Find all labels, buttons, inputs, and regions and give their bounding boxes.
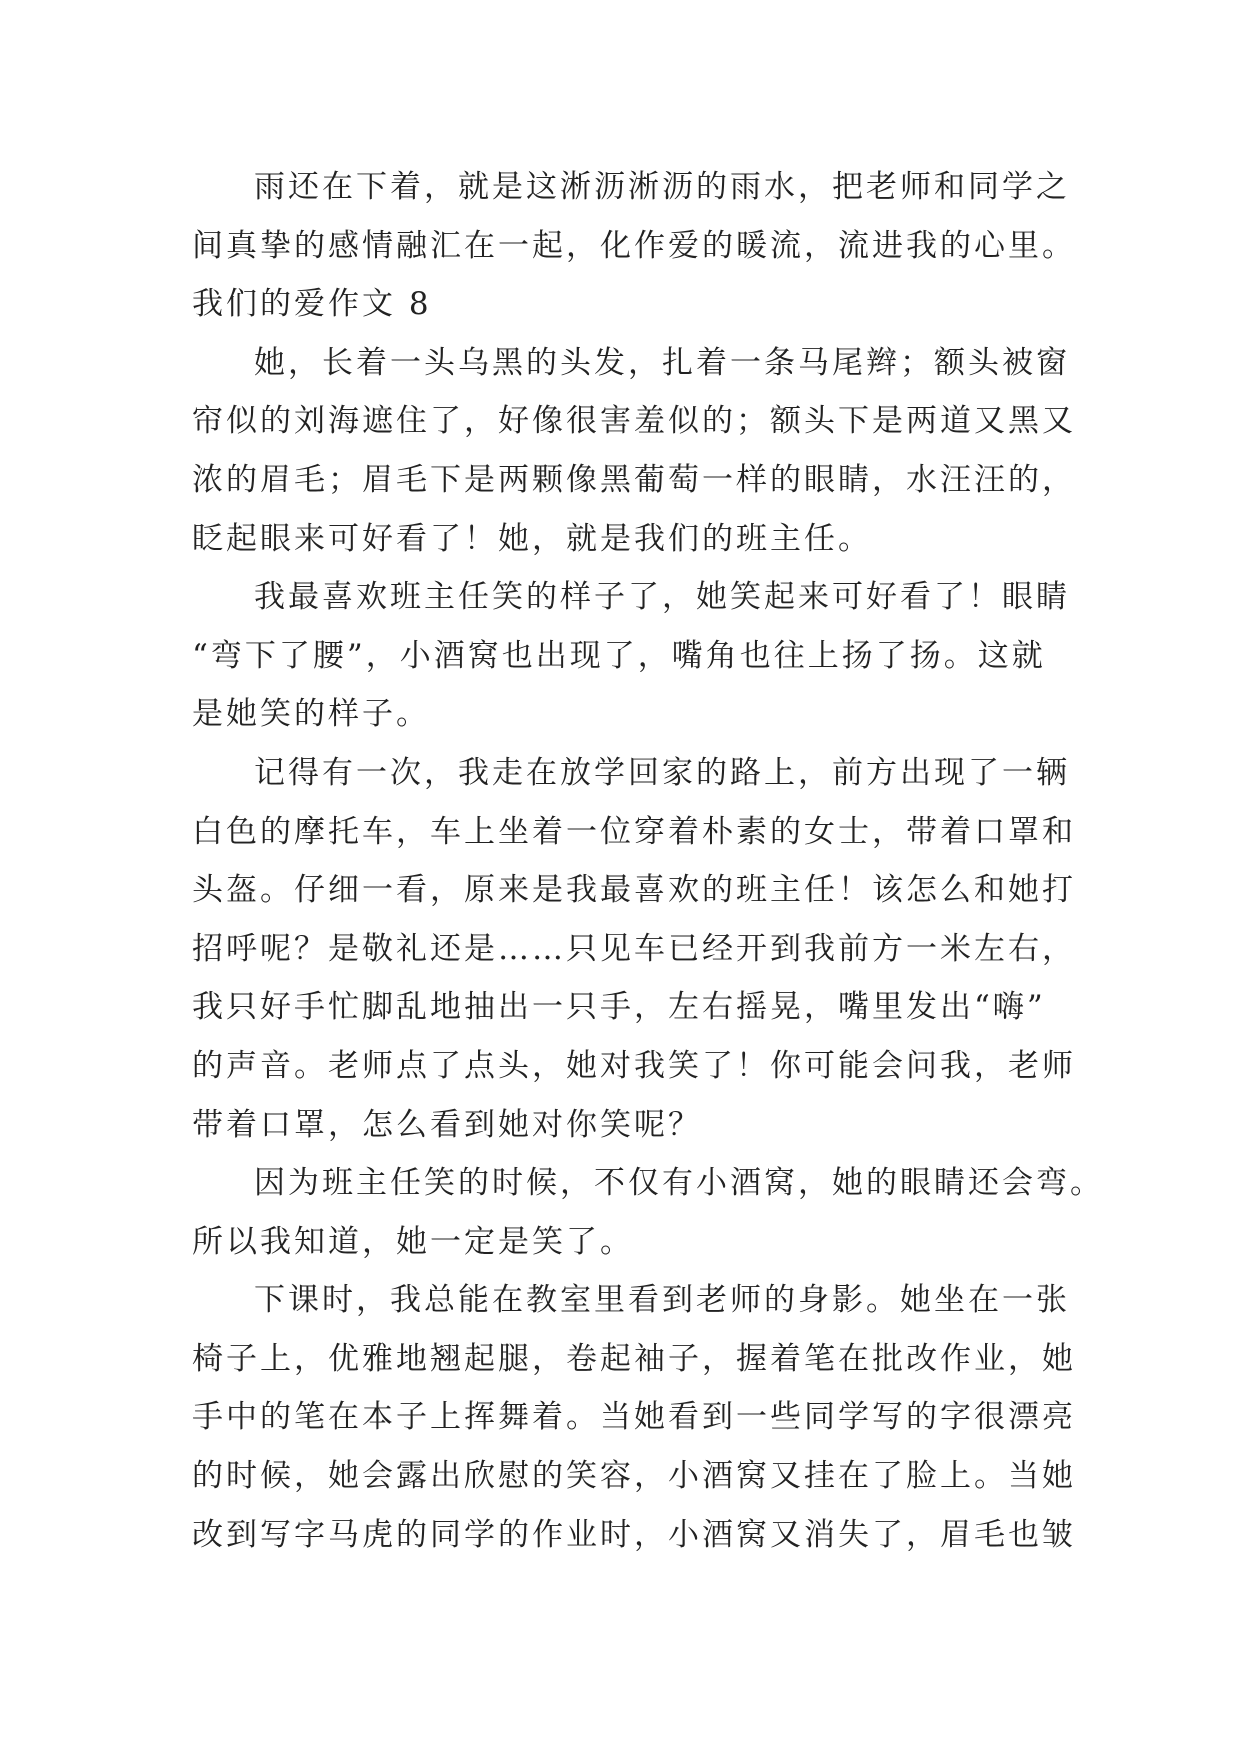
text-line: 我最喜欢班主任笑的样子了，她笑起来可好看了！眼睛 [254, 579, 1070, 616]
essay-heading: 我们的爱作文 8 [192, 286, 432, 323]
text-line: 帘似的刘海遮住了，好像很害羞似的；额头下是两道又黑又 [192, 403, 1076, 440]
text-line: 因为班主任笑的时候，不仅有小酒窝，她的眼睛还会弯。 [254, 1165, 1104, 1202]
essay-body [192, 158, 1104, 1564]
text-line: “弯下了腰”，小酒窝也出现了，嘴角也往上扬了扬。这就 [192, 637, 1046, 674]
text-line: 所以我知道，她一定是笑了。 [192, 1223, 634, 1260]
text-line: 头盔。仔细一看，原来是我最喜欢的班主任！该怎么和她打 [192, 872, 1076, 909]
text-line: 手中的笔在本子上挥舞着。当她看到一些同学写的字很漂亮 [192, 1399, 1076, 1436]
text-line: 椅子上，优雅地翘起腿，卷起袖子，握着笔在批改作业，她 [192, 1340, 1076, 1377]
text-line: 带着口罩，怎么看到她对你笑呢？ [192, 1106, 702, 1143]
text-line: 我只好手忙脚乱地抽出一只手，左右摇晃，嘴里发出“嗨” [192, 989, 1046, 1026]
text-line: 是她笑的样子。 [192, 696, 430, 733]
text-line: 下课时，我总能在教室里看到老师的身影。她坐在一张 [254, 1282, 1070, 1319]
text-line: 雨还在下着，就是这淅沥淅沥的雨水，把老师和同学之 [254, 169, 1070, 205]
text-line: 的声音。老师点了点头，她对我笑了！你可能会问我，老师 [192, 1047, 1076, 1084]
text-line: 浓的眉毛；眉毛下是两颗像黑葡萄一样的眼睛，水汪汪的， [192, 461, 1076, 498]
text-line: 改到写字马虎的同学的作业时，小酒窝又消失了，眉毛也皱 [192, 1516, 1076, 1553]
text-line: 记得有一次，我走在放学回家的路上，前方出现了一辆 [254, 754, 1070, 791]
text-line: 间真挚的感情融汇在一起，化作爱的暖流，流进我的心里。 [192, 227, 1076, 264]
text-line: 眨起眼来可好看了！她，就是我们的班主任。 [192, 520, 872, 557]
text-line: 白色的摩托车，车上坐着一位穿着朴素的女士，带着口罩和 [192, 813, 1076, 850]
text-line: 招呼呢？是敬礼还是……只见车已经开到我前方一米左右， [192, 930, 1076, 967]
text-line: 她，长着一头乌黑的头发，扎着一条马尾辫；额头被窗 [254, 344, 1070, 381]
text-line: 的时候，她会露出欣慰的笑容，小酒窝又挂在了脸上。当她 [192, 1458, 1076, 1495]
